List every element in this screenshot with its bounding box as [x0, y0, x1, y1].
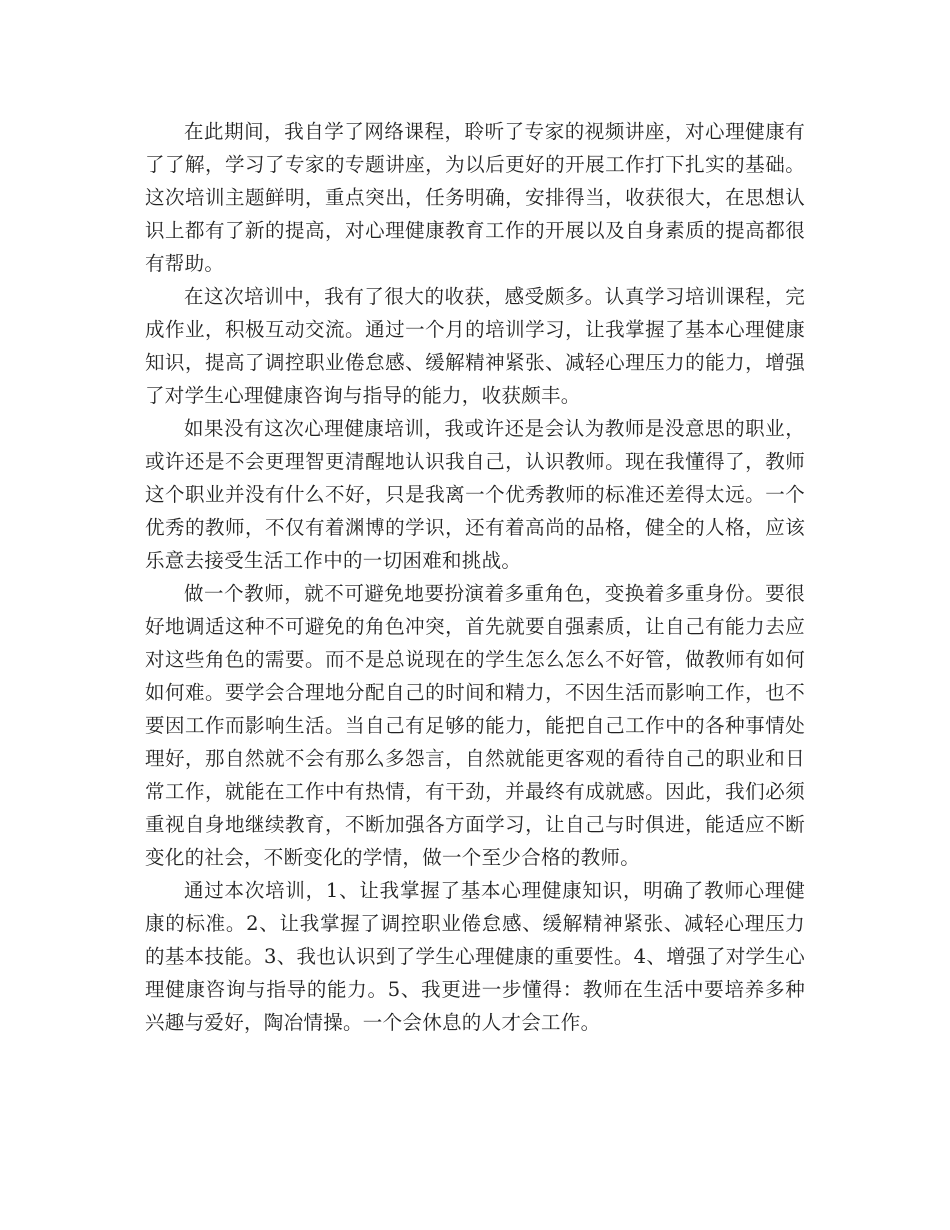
- paragraph-5: 通过本次培训，1、让我掌握了基本心理健康知识，明确了教师心理健康的标准。2、让我掌握了调控职业倦怠感、缓解精神紧张、减轻心理压力的基本技能。3、我也认识到了学生心理健康的重要性。4、增强了对学生心理健康咨询与指导的能力。5、我更进一步懂得：教师在生活中要培养多种兴趣与爱好，陶冶情操。一个会休息的人才会工作。: [145, 879, 805, 1034]
- paragraph-1: 在此期间，我自学了网络课程，聆听了专家的视频讲座，对心理健康有了了解，学习了专家的专题讲座，为以后更好的开展工作打下扎实的基础。这次培训主题鲜明，重点突出，任务明确，安排得当，收获很大，在思想认识上都有了新的提高，对心理健康教育工作的开展以及自身素质的提高都很有帮助。: [145, 120, 805, 275]
- paragraph-3: 如果没有这次心理健康培训，我或许还是会认为教师是没意思的职业，或许还是不会更理智更清醒地认识我自己，认识教师。现在我懂得了，教师这个职业并没有什么不好，只是我离一个优秀教师的标准还差得太远。一个优秀的教师，不仅有着渊博的学识，还有着高尚的品格，健全的人格，应该乐意去接受生活工作中的一切困难和挑战。: [145, 417, 805, 572]
- paragraph-2: 在这次培训中，我有了很大的收获，感受颇多。认真学习培训课程，完成作业，积极互动交流。通过一个月的培训学习，让我掌握了基本心理健康知识，提高了调控职业倦怠感、缓解精神紧张、减轻心理压力的能力，增强了对学生心理健康咨询与指导的能力，收获颇丰。: [145, 285, 805, 407]
- paragraph-4: 做一个教师，就不可避免地要扮演着多重角色，变换着多重身份。要很好地调适这种不可避免的角色冲突，首先就要自强素质，让自己有能力去应对这些角色的需要。而不是总说现在的学生怎么怎么不好管，做教师有如何如何难。要学会合理地分配自己的时间和精力，不因生活而影响工作，也不要因工作而影响生活。当自己有足够的能力，能把自己工作中的各种事情处理好，那自然就不会有那么多怨言，自然就能更客观的看待自己的职业和日常工作，就能在工作中有热情，有干劲，并最终有成就感。因此，我们必须重视自身地继续教育，不断加强各方面学习，让自己与时俱进，能适应不断变化的社会，不断变化的学情，做一个至少合格的教师。: [145, 582, 805, 869]
- document-body: [145, 115, 805, 1039]
